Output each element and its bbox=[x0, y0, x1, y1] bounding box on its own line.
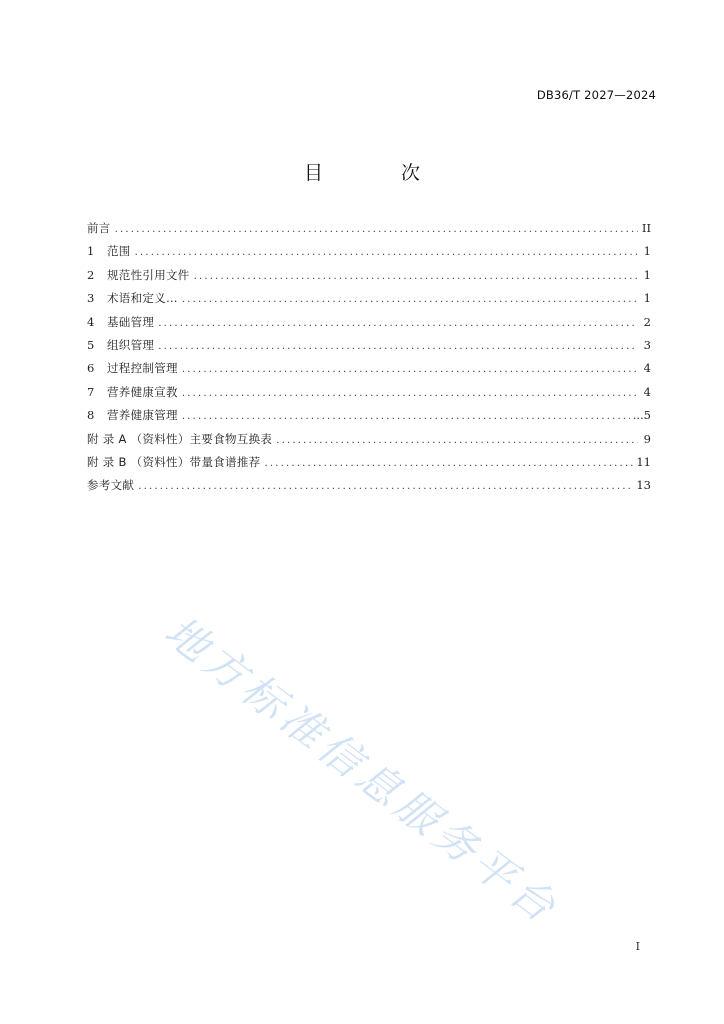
toc-entry-foreword[interactable] bbox=[87, 217, 651, 240]
watermark: 地方标准信息服务平台 bbox=[155, 606, 569, 935]
toc-leader bbox=[115, 218, 638, 241]
toc-number: 8 bbox=[87, 408, 95, 423]
toc-entry-organization-management[interactable] bbox=[87, 334, 651, 357]
toc-number: 7 bbox=[87, 384, 95, 399]
toc-leader bbox=[182, 405, 630, 428]
toc-label: 基础管理 bbox=[107, 314, 155, 329]
toc-leader bbox=[135, 241, 638, 264]
toc-label: 参考文献 bbox=[87, 478, 135, 493]
toc-number: 2 bbox=[87, 267, 95, 282]
toc-number: 3 bbox=[87, 291, 95, 306]
toc-leader bbox=[158, 335, 638, 358]
toc-entry-nutrition-management[interactable] bbox=[87, 404, 651, 427]
toc-leader bbox=[182, 382, 638, 405]
toc-label: 过程控制管理 bbox=[107, 361, 178, 376]
toc-leader bbox=[182, 358, 638, 381]
toc-label: 附 录 B （资料性）带量食谱推荐 bbox=[87, 454, 261, 469]
toc-page: 1 bbox=[643, 244, 651, 259]
toc-label: 术语和定义… bbox=[107, 291, 178, 306]
toc-page: 4 bbox=[643, 361, 651, 376]
toc-number: 5 bbox=[87, 337, 95, 352]
toc-page: 1 bbox=[643, 267, 651, 282]
toc-label: 营养健康宣教 bbox=[107, 384, 178, 399]
toc-entry-references[interactable] bbox=[87, 474, 651, 497]
toc-entry-appendix-b[interactable] bbox=[87, 451, 651, 474]
toc-entry-terms-definitions[interactable] bbox=[87, 287, 651, 310]
toc-page: 13 bbox=[636, 478, 651, 493]
toc-page: 2 bbox=[643, 314, 651, 329]
toc-label: 组织管理 bbox=[107, 337, 155, 352]
toc-page: 4 bbox=[643, 384, 651, 399]
toc-entry-scope[interactable] bbox=[87, 240, 651, 263]
standard-code: DB36/T 2027—2024 bbox=[536, 88, 656, 102]
toc-page: 9 bbox=[643, 431, 651, 446]
toc-leader bbox=[158, 312, 638, 335]
toc-page: II bbox=[641, 221, 651, 235]
toc-leader bbox=[276, 429, 638, 452]
toc-label: 前言 bbox=[87, 221, 111, 235]
page-number: I bbox=[635, 940, 640, 953]
toc-page: 11 bbox=[636, 454, 651, 469]
toc-leader bbox=[264, 452, 633, 475]
toc-entry-process-control[interactable] bbox=[87, 357, 651, 380]
page-title: 目 次 bbox=[303, 162, 457, 184]
toc-page: ...5 bbox=[632, 408, 651, 423]
toc-page: 3 bbox=[643, 337, 651, 352]
toc-entry-appendix-a[interactable] bbox=[87, 428, 651, 451]
toc-label: 营养健康管理 bbox=[107, 408, 178, 423]
toc-entry-basic-management[interactable] bbox=[87, 311, 651, 334]
table-of-contents bbox=[87, 217, 651, 498]
toc-label: 规范性引用文件 bbox=[107, 267, 190, 282]
toc-entry-normative-references[interactable] bbox=[87, 264, 651, 287]
toc-page: 1 bbox=[643, 291, 651, 306]
toc-label: 范围 bbox=[107, 244, 131, 259]
toc-leader bbox=[194, 265, 638, 288]
toc-leader bbox=[138, 475, 633, 498]
toc-number: 6 bbox=[87, 361, 95, 376]
toc-number: 4 bbox=[87, 314, 95, 329]
toc-number: 1 bbox=[87, 244, 95, 259]
toc-leader bbox=[182, 288, 638, 311]
toc-label: 附 录 A （资料性）主要食物互换表 bbox=[87, 431, 273, 446]
toc-entry-nutrition-education[interactable] bbox=[87, 381, 651, 404]
